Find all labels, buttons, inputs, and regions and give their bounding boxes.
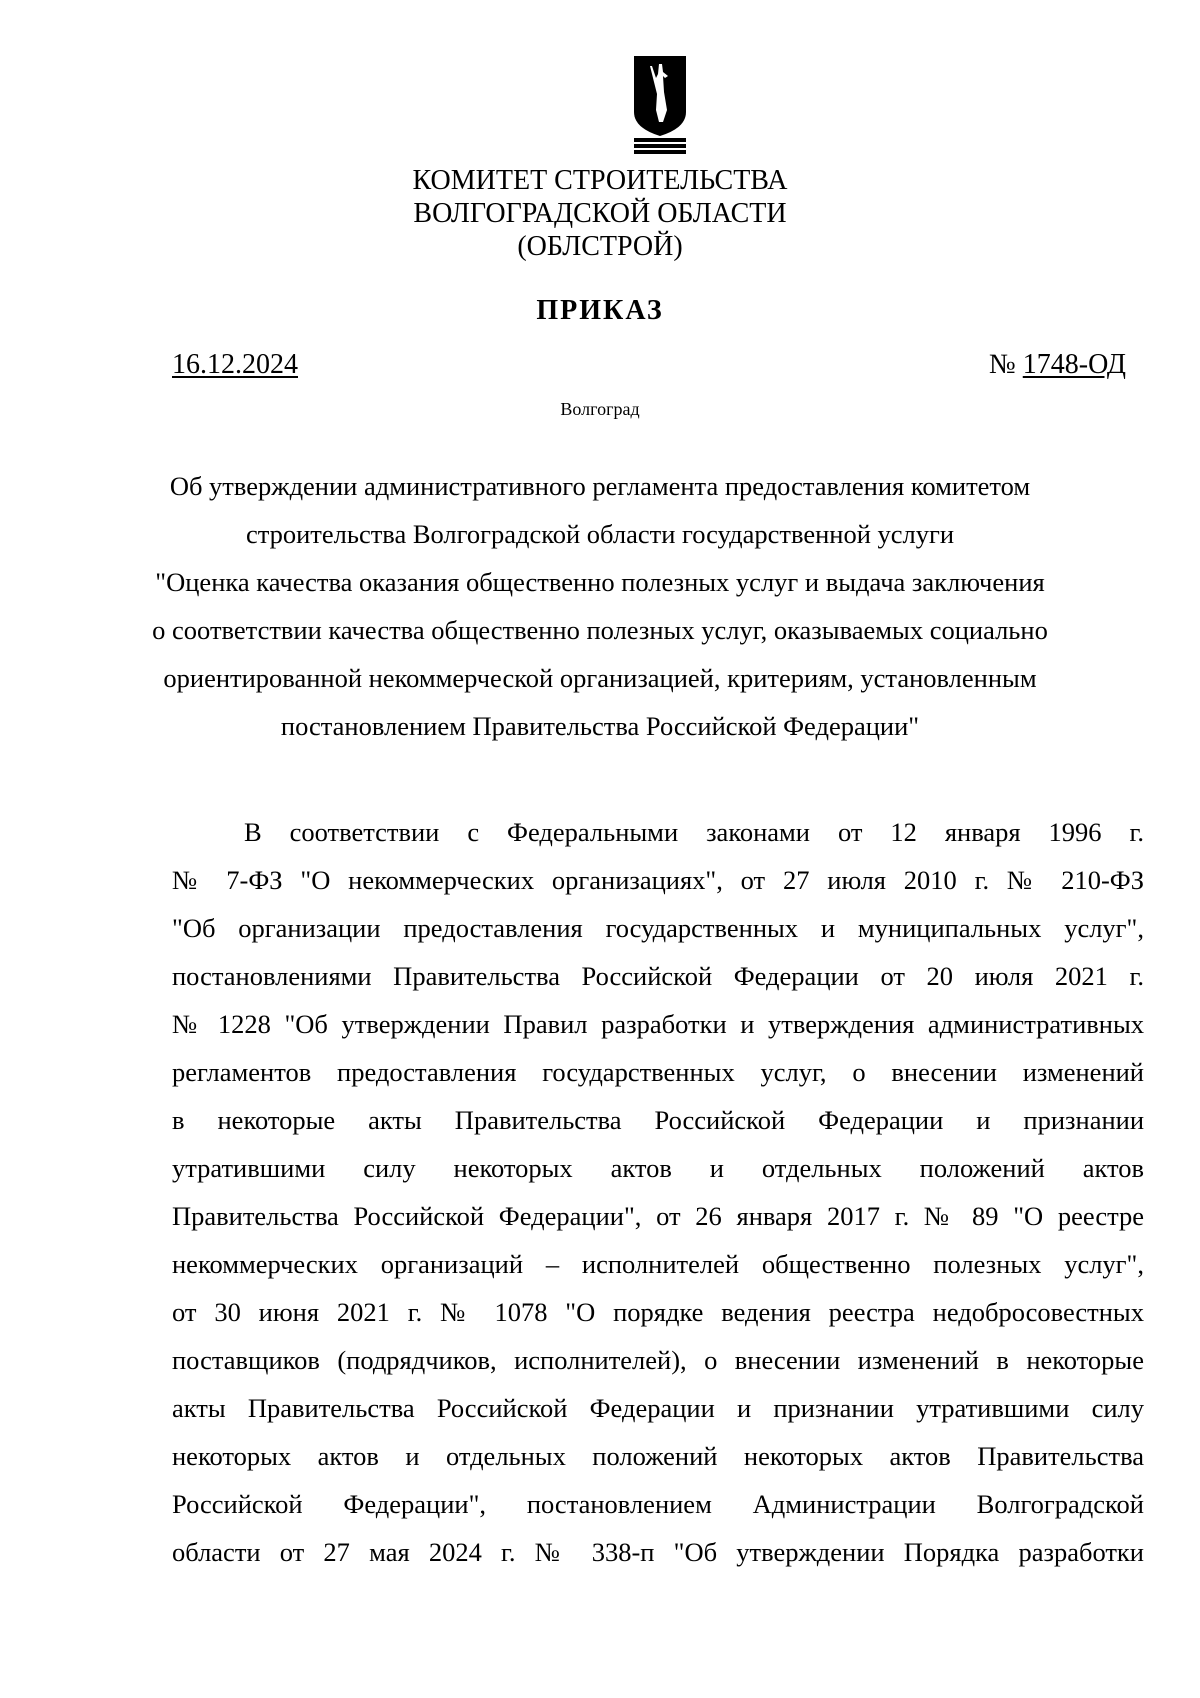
number-value: 1748-ОД — [1022, 349, 1126, 380]
document-type: ПРИКАЗ — [536, 295, 664, 326]
org-name-line: ВОЛГОГРАДСКОЙ ОБЛАСТИ — [413, 198, 787, 229]
body-line: № 1228 "Об утверждении Правил разработки и утверждения административных — [172, 1009, 1144, 1039]
document-date: 16.12.2024 — [172, 349, 298, 380]
coat-of-arms-icon — [628, 52, 692, 156]
document-body — [172, 808, 1144, 1576]
title-line: Об утверждении административного регламента предоставления комитетом — [169, 471, 1031, 501]
organization-name — [0, 164, 1200, 263]
number-prefix: № — [989, 349, 1023, 380]
document-number — [989, 348, 1126, 382]
body-line: Правительства Российской Федерации", от 26 января 2017 г. № 89 "О реестре — [172, 1201, 1144, 1231]
body-line: № 7-ФЗ "О некоммерческих организациях", от 27 июля 2010 г. № 210-ФЗ — [172, 865, 1144, 895]
body-line: регламентов предоставления государственных услуг, о внесении изменений — [172, 1057, 1144, 1087]
title-line: "Оценка качества оказания общественно полезных услуг и выдача заключения — [155, 567, 1045, 597]
body-line: постановлениями Правительства Российской Федерации от 20 июля 2021 г. — [172, 961, 1144, 991]
title-line: ориентированной некоммерческой организацией, критериям, установленным — [163, 663, 1037, 693]
body-line: некоммерческих организаций – исполнителей общественно полезных услуг", — [172, 1249, 1144, 1279]
body-line: некоторых актов и отдельных положений некоторых актов Правительства — [172, 1441, 1144, 1471]
body-line: области от 27 мая 2024 г. № 338-п "Об утверждении Порядка разработки — [172, 1537, 1144, 1567]
org-name-line: КОМИТЕТ СТРОИТЕЛЬСТВА — [412, 165, 788, 196]
body-line: утратившими силу некоторых актов и отдельных положений актов — [172, 1153, 1144, 1183]
title-line: постановлением Правительства Российской Федерации" — [280, 711, 920, 741]
body-line: поставщиков (подрядчиков, исполнителей), о внесении изменений в некоторые — [172, 1345, 1144, 1375]
body-line: акты Правительства Российской Федерации и признании утратившими силу — [172, 1393, 1144, 1423]
body-line: В соответствии с Федеральными законами от 12 января 1996 г. — [244, 817, 1144, 847]
body-line: в некоторые акты Правительства Российской Федерации и признании — [172, 1105, 1144, 1135]
body-line: "Об организации предоставления государственных и муниципальных услуг", — [172, 913, 1144, 943]
title-line: строительства Волгоградской области государственной услуги — [245, 519, 955, 549]
document-city: Волгоград — [560, 399, 640, 419]
document-title — [150, 462, 1050, 750]
body-line: от 30 июня 2021 г. № 1078 "О порядке ведения реестра недобросовестных — [172, 1297, 1144, 1327]
org-name-line: (ОБЛСТРОЙ) — [517, 231, 683, 262]
title-line: о соответствии качества общественно полезных услуг, оказываемых социально — [152, 615, 1048, 645]
body-line: Российской Федерации", постановлением Администрации Волгоградской — [172, 1489, 1144, 1519]
